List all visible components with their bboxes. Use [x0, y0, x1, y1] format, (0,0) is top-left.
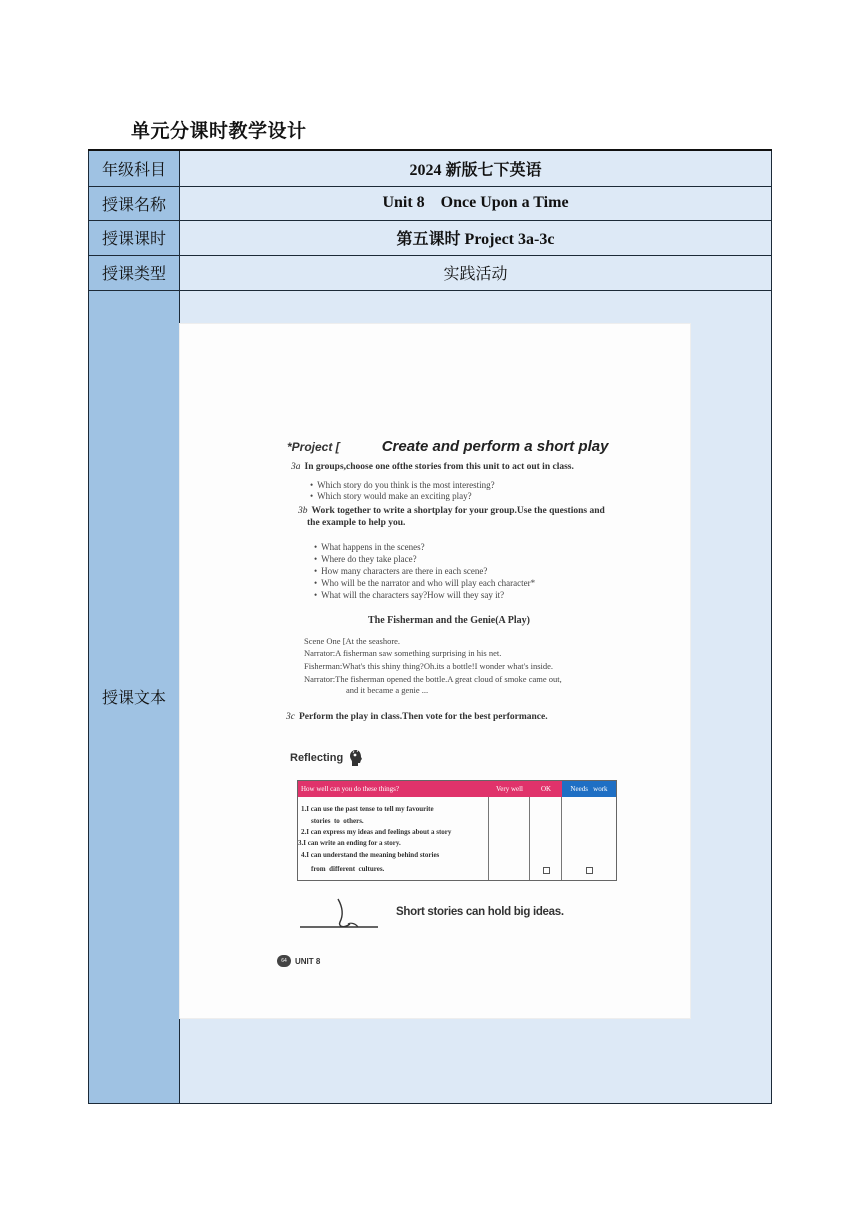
col-very-well: Very well — [489, 781, 530, 797]
textbook-page-scan — [180, 324, 690, 1018]
reflect-item: stories to others. — [311, 816, 364, 825]
row-label-lesson-type: 授课类型 — [89, 255, 180, 290]
reflecting-table — [297, 780, 617, 881]
unit-label: UNIT 8 — [295, 956, 321, 966]
col-ok: OK — [530, 781, 562, 797]
column-divider — [529, 797, 530, 880]
play-line: Fisherman:What's this shiny thing?Oh.its a bottle!I wonder what's inside. — [304, 660, 554, 671]
pen-stroke-icon — [298, 896, 384, 934]
play-line: and it became a genie ... — [346, 684, 429, 695]
reflect-item: from different cultures. — [311, 864, 385, 873]
list-item: • Which story would make an exciting play? — [310, 491, 472, 501]
reflect-item: 3.I can write an ending for a story. — [298, 838, 401, 847]
row-value-lesson-period: 第五课时 Project 3a-3c — [180, 220, 772, 255]
row-label-lesson-name: 授课名称 — [89, 186, 180, 220]
table-row — [89, 186, 772, 220]
project-heading — [287, 436, 608, 455]
project-mark: *Project [ — [287, 439, 340, 454]
column-divider — [561, 797, 562, 880]
task-text: In groups,choose one ofthe stories from this unit to act out in class. — [304, 461, 574, 472]
reflect-item: 1.I can use the past tense to tell my favourite — [301, 804, 434, 813]
lesson-text-cell — [180, 290, 772, 1104]
row-value-lesson-type: 实践活动 — [180, 255, 772, 290]
task-3b — [298, 506, 605, 516]
reflect-question-header: How well can you do these things? — [298, 781, 489, 797]
row-label-lesson-text: 授课文本 — [89, 290, 180, 1104]
row-value-grade-subject: 2024 新版七下英语 — [180, 150, 772, 186]
task-number: 3a — [291, 461, 301, 472]
list-item: • Where do they take place? — [314, 554, 417, 564]
column-divider — [488, 797, 489, 880]
checkbox-needs-work — [586, 867, 593, 874]
task-number: 3c — [286, 711, 295, 722]
table-row — [89, 290, 772, 1104]
thinking-head-icon — [349, 749, 363, 767]
play-line: Narrator:A fisherman saw something surprising in his net. — [304, 647, 502, 658]
task-text: Work together to write a shortplay for your group.Use the questions and — [311, 505, 605, 516]
row-label-grade-subject: 年级科目 — [89, 150, 180, 186]
table-row — [89, 150, 772, 186]
col-needs-work: Needs work — [562, 781, 616, 797]
row-label-lesson-period: 授课课时 — [89, 220, 180, 255]
reflecting-heading: Reflecting — [290, 751, 344, 764]
task-number: 3b — [298, 505, 308, 516]
row-value-lesson-name: Unit 8 Once Upon a Time — [180, 186, 772, 220]
lesson-design-table — [88, 149, 772, 1104]
page-number-badge: 64 — [277, 955, 291, 967]
document-title: 单元分课时教学设计 — [131, 120, 307, 142]
play-title: The Fisherman and the Genie(A Play) — [368, 614, 530, 626]
project-title: Create and perform a short play — [381, 437, 609, 455]
table-row — [89, 220, 772, 255]
list-item: • What happens in the scenes? — [314, 542, 425, 552]
list-item: • How many characters are there in each scene? — [314, 566, 487, 576]
slogan-text: Short stories can hold big ideas. — [396, 905, 564, 918]
reflect-item: 4.I can understand the meaning behind stories — [301, 850, 440, 859]
task-3c — [286, 712, 548, 722]
list-item: • What will the characters say?How will they say it? — [314, 590, 504, 600]
list-item: • Who will be the narrator and who will play each character* — [314, 578, 535, 588]
task-3a — [291, 462, 574, 472]
task-3b-line2: the example to help you. — [307, 517, 406, 528]
table-row — [89, 255, 772, 290]
play-line: Scene One [At the seashore. — [304, 635, 401, 646]
checkbox-ok — [543, 867, 550, 874]
play-line: Narrator:The fisherman opened the bottle.A great cloud of smoke came out, — [304, 673, 562, 684]
list-item: • Which story do you think is the most interesting? — [310, 480, 495, 490]
reflect-item: 2.I can express my ideas and feelings about a story — [301, 827, 452, 836]
task-text: Perform the play in class.Then vote for the best performance. — [298, 711, 548, 722]
